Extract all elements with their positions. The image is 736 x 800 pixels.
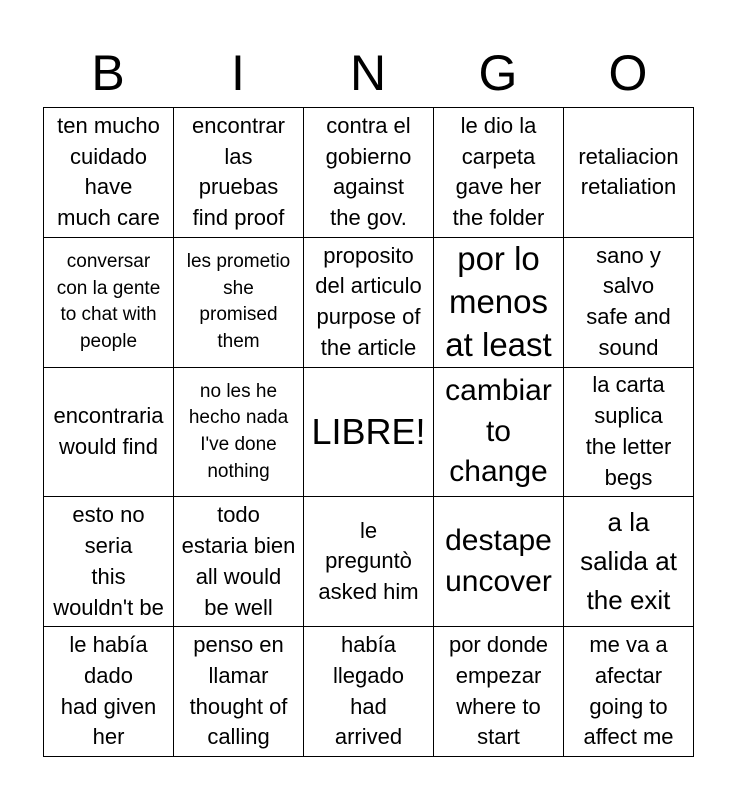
cell-text: le preguntò asked him bbox=[318, 517, 419, 605]
bingo-cell-r2-c1 bbox=[44, 238, 174, 368]
cell-text: le había dado had given her bbox=[60, 632, 157, 750]
cell-text: había llegado had arrived bbox=[333, 632, 404, 750]
cell-text: le dio la carpeta gave her the folder bbox=[452, 112, 545, 231]
cell-text: esto no seria this wouldn't be bbox=[53, 502, 164, 620]
cell-text: encontrar las pruebas find proof bbox=[192, 112, 285, 231]
bingo-cell-r1-c4 bbox=[434, 108, 564, 238]
bingo-cell-r5-c2 bbox=[174, 627, 304, 757]
bingo-cell-r1-c3 bbox=[304, 108, 434, 238]
bingo-cell-r4-c1 bbox=[44, 497, 174, 627]
bingo-cell-r2-c5 bbox=[564, 238, 694, 368]
bingo-cell-r4-c3 bbox=[304, 497, 434, 627]
header-letter-b: B bbox=[91, 45, 125, 101]
bingo-header bbox=[43, 42, 693, 104]
bingo-cell-r1-c1 bbox=[44, 108, 174, 238]
cell-text: retaliacion retaliation bbox=[578, 143, 679, 200]
cell-text: destape uncover bbox=[445, 524, 552, 598]
bingo-cell-r2-c4 bbox=[434, 238, 564, 368]
cell-text: a la salida at the exit bbox=[580, 507, 677, 616]
bingo-cell-r1-c5 bbox=[564, 108, 694, 238]
cell-text: la carta suplica the letter begs bbox=[585, 372, 672, 490]
bingo-cell-r5-c1 bbox=[44, 627, 174, 757]
bingo-board bbox=[43, 107, 694, 757]
bingo-cell-r3-c2 bbox=[174, 368, 304, 498]
cell-text: penso en llamar thought of calling bbox=[189, 632, 288, 750]
bingo-cell-r4-c2 bbox=[174, 497, 304, 627]
bingo-cell-r5-c4 bbox=[434, 627, 564, 757]
bingo-cell-r1-c2 bbox=[174, 108, 304, 238]
bingo-cell-r5-c3 bbox=[304, 627, 434, 757]
cell-text: les prometio she promised them bbox=[186, 251, 291, 352]
cell-text: por donde empezar where to start bbox=[448, 632, 549, 750]
header-letter-g: G bbox=[478, 45, 518, 101]
bingo-cell-r4-c5 bbox=[564, 497, 694, 627]
bingo-cell-free bbox=[304, 368, 434, 498]
cell-text: cambiar to change bbox=[445, 374, 552, 489]
bingo-cell-r3-c4 bbox=[434, 368, 564, 498]
header-letter-n: N bbox=[349, 45, 387, 101]
cell-text: sano y salvo safe and sound bbox=[586, 242, 671, 360]
bingo-cell-r4-c4 bbox=[434, 497, 564, 627]
cell-text: conversar con la gente to chat with people bbox=[56, 251, 161, 352]
bingo-cell-r3-c1 bbox=[44, 368, 174, 498]
bingo-cell-r2-c2 bbox=[174, 238, 304, 368]
cell-text: proposito del articulo purpose of the article bbox=[315, 242, 422, 360]
bingo-cell-r2-c3 bbox=[304, 238, 434, 368]
cell-text: contra el gobierno against the gov. bbox=[325, 112, 412, 231]
cell-text: por lo menos at least bbox=[445, 239, 552, 363]
cell-text: me va a afectar going to affect me bbox=[583, 632, 674, 750]
bingo-cell-r3-c5 bbox=[564, 368, 694, 498]
cell-text: encontraria would find bbox=[53, 403, 164, 459]
header-letter-o: O bbox=[608, 45, 648, 101]
cell-text: no les he hecho nada I've done nothing bbox=[188, 380, 289, 482]
bingo-cell-r5-c5 bbox=[564, 627, 694, 757]
cell-text: todo estaria bien all would be well bbox=[181, 502, 296, 620]
header-letter-i: I bbox=[231, 45, 245, 101]
free-space-label: LIBRE! bbox=[311, 411, 426, 453]
cell-text: ten mucho cuidado have much care bbox=[57, 112, 160, 231]
